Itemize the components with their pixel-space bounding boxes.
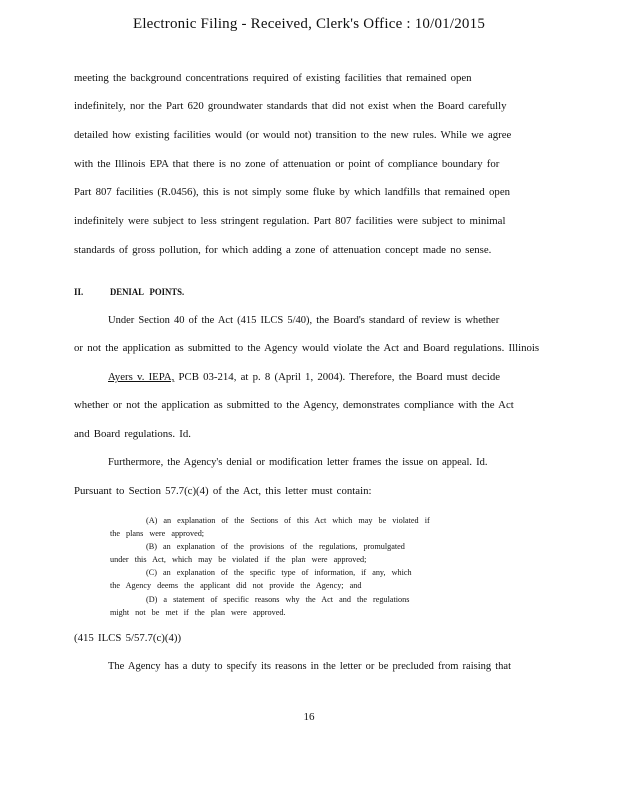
quote-line: (C) an explanation of the specific type of information, if any, which	[146, 568, 412, 577]
text-line: detailed how existing facilities would (or would not) transition to the new rules. While we agree	[74, 129, 512, 141]
text-line: whether or not the application as submitted to the Agency, demonstrates compliance with the Act	[74, 399, 514, 411]
quote-line: (B) an explanation of the provisions of the regulations, promulgated	[146, 542, 405, 551]
quote-line: might not be met if the plan were approved.	[110, 608, 286, 617]
text-line: standards of gross pollution, for which adding a zone of attenuation concept made no sense.	[74, 244, 492, 256]
text-line: indefinitely were subject to less stringent regulation. Part 807 facilities were subject to minimal	[74, 215, 506, 227]
quote-line: (D) a statement of specific reasons why the Act and the regulations	[146, 595, 410, 604]
text-line: Part 807 facilities (R.0456), this is not simply some fluke by which landfills that remained open	[74, 186, 511, 198]
case-name: Ayers v. IEPA,	[108, 371, 175, 383]
section-number: II.	[74, 287, 84, 297]
statute-citation: (415 ILCS 5/57.7(c)(4))	[74, 632, 182, 644]
text-line: indefinitely, nor the Part 620 groundwater standards that did not exist when the Board carefully	[74, 100, 507, 112]
text-line: or not the application as submitted to the Agency would violate the Act and Board regulations. Illinois	[74, 342, 540, 354]
quote-line: the Agency deems the applicant did not provide the Agency; and	[110, 581, 362, 590]
text-line: and Board regulations. Id.	[74, 428, 191, 440]
quote-line: (A) an explanation of the Sections of this Act which may be violated if	[146, 516, 430, 525]
text-line	[74, 371, 544, 383]
filing-header: Electronic Filing - Received, Clerk's Office : 10/01/2015	[132, 16, 486, 32]
quote-line: under this Act, which may be violated if the plan were approved;	[110, 555, 367, 564]
text-line: Under Section 40 of the Act (415 ILCS 5/40), the Board's standard of review is whether	[108, 314, 500, 326]
paragraph-4: The Agency has a duty to specify its reasons in the letter or be precluded from raising that	[108, 660, 512, 672]
text-line: Furthermore, the Agency's denial or modification letter frames the issue on appeal. Id.	[108, 456, 488, 468]
case-citation: PCB 03-214, at p. 8 (April 1, 2004). Therefore, the Board must decide	[174, 371, 501, 383]
section-title: DENIAL POINTS.	[110, 287, 185, 297]
text-line: with the Illinois EPA that there is no zone of attenuation or point of compliance boundary for	[74, 158, 500, 170]
text-line: Pursuant to Section 57.7(c)(4) of the Act, this letter must contain:	[74, 485, 372, 497]
page-number: 16	[303, 711, 315, 723]
quote-line: the plans were approved;	[110, 529, 205, 538]
text-line: meeting the background concentrations required of existing facilities that remained open	[74, 72, 472, 84]
